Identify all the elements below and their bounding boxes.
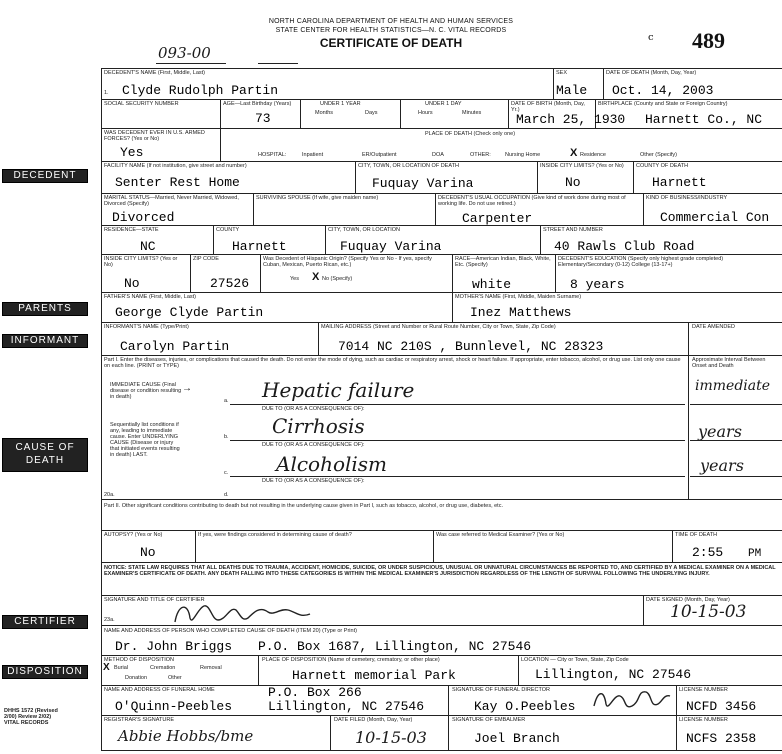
dob-label: DATE OF BIRTH (Month, Day, Yr.) [511, 101, 585, 113]
residence-city-value: Fuquay Varina [340, 239, 442, 254]
residence-state-value: NC [140, 239, 156, 254]
signature-title-label: SIGNATURE AND TITLE OF CERTIFIER [104, 597, 205, 603]
arrow-icon: → [182, 383, 192, 394]
certifier-address-value: P.O. Box 1687, Lillington, NC 27546 [258, 639, 532, 654]
mother-label: MOTHER'S NAME (First, Middle, Maiden Surname) [455, 294, 582, 300]
license2-value: NCFS 2358 [686, 731, 757, 746]
part1-instructions: Part I. Enter the diseases, injuries, or complications that caused the death. Do not enter the mode of dying, such as cardiac or respiratory arrest, shock or heart failure. If appropriate, enter tobacco, alcohol, or drug use. List only one cause on each line. (PRINT or TYPE) [104, 357, 681, 369]
residence-checkmark: X [570, 147, 578, 159]
funeral-director-value: Kay O.Peebles [474, 699, 576, 714]
certificate-number: 489 [692, 28, 725, 53]
birthplace-value: Harnett Co., NC [645, 112, 763, 127]
place-of-death-label: PLACE OF DEATH (Check only one) [425, 131, 516, 137]
inside-city-label: INSIDE CITY LIMITS? (Yes or No) [540, 163, 624, 169]
date-filed-label: DATE FILED (Month, Day, Year) [334, 717, 413, 723]
certifier-signature [170, 598, 340, 628]
days-label: Days [365, 110, 378, 116]
location-value: Lillington, NC 27546 [535, 667, 692, 682]
hispanic-no-option[interactable]: No (Specify) [322, 276, 353, 282]
interval-label: Approximate Interval Between Onset and Death [692, 357, 766, 369]
due-to-c-label: DUE TO (OR AS A CONSEQUENCE OF): [262, 442, 365, 448]
funeral-director-label: SIGNATURE OF FUNERAL DIRECTOR [452, 687, 550, 693]
funeral-home-name: O'Quinn-Peebles [115, 699, 233, 714]
county-of-death-label: COUNTY OF DEATH [636, 163, 689, 169]
residence-option[interactable]: Residence [580, 152, 606, 158]
cremation-option[interactable]: Cremation [150, 665, 176, 671]
cause-a-value: Hepatic failure [262, 378, 415, 402]
residence-state-label: RESIDENCE—STATE [104, 227, 159, 233]
informant-label: INFORMANT'S NAME (Type/Print) [104, 324, 189, 330]
res-inside-city-value: No [124, 276, 140, 291]
street-label: STREET AND NUMBER [543, 227, 603, 233]
cause-c-value: Alcoholism [276, 452, 388, 476]
registrar-label: REGISTRAR'S SIGNATURE [104, 717, 175, 723]
due-to-b-label: DUE TO (OR AS A CONSEQUENCE OF): [262, 406, 365, 412]
zip-label: ZIP CODE [193, 256, 219, 262]
license2-label: LICENSE NUMBER [679, 717, 728, 723]
birthplace-label: BIRTHPLACE (County and State or Foreign Country) [598, 101, 728, 107]
dob-value: March 25, 1930 [516, 112, 626, 127]
informant-value: Carolyn Partin [120, 339, 230, 354]
race-value: white [472, 277, 512, 292]
embalmer-label: SIGNATURE OF EMBALMER [452, 717, 526, 723]
registration-number: 093-00 [158, 44, 211, 62]
hours-label: Hours [418, 110, 433, 116]
education-value: 8 years [570, 277, 625, 292]
time-of-death-value: 2:55 [692, 545, 724, 560]
sequential-label: Sequentially list conditions if any, leading to immediate cause. Enter UNDERLYING CAUSE (Disease or injury that initiated events resulting in death) LAST. [110, 422, 180, 458]
business-value: Commercial Con [660, 210, 770, 225]
other-label: OTHER: [470, 152, 491, 158]
city-of-death-label: CITY, TOWN, OR LOCATION OF DEATH [358, 163, 459, 169]
other-disposition-option[interactable]: Other [168, 675, 182, 681]
hispanic-label: Was Decedent of Hispanic Origin? (Specify Yes or No - If yes, specify Cuban, Mexican, Puerto Rican, etc.) [263, 256, 432, 268]
license-value: NCFD 3456 [686, 699, 757, 714]
donation-option[interactable]: Donation [125, 675, 148, 681]
date-of-death-value: Oct. 14, 2003 [612, 83, 714, 98]
armed-forces-value: Yes [120, 145, 144, 160]
place-disposition-label: PLACE OF DISPOSITION (Name of cemetery, crematory, or other place) [262, 657, 440, 663]
city-of-death-value: Fuquay Varina [372, 176, 474, 191]
item-b: b. [224, 434, 229, 440]
marital-value: Divorced [112, 210, 175, 225]
date-amended-label: DATE AMENDED [692, 324, 735, 330]
zip-value: 27526 [210, 276, 250, 291]
director-signature [590, 686, 674, 714]
burial-checkmark: X [103, 662, 110, 673]
minutes-label: Minutes [462, 110, 482, 116]
er-outpatient-option[interactable]: ER/Outpatient [362, 152, 397, 158]
under-1-year-label: UNDER 1 YEAR [320, 101, 361, 107]
residence-county-label: COUNTY [216, 227, 240, 233]
sex-label: SEX [556, 70, 568, 76]
due-to-d-label: DUE TO (OR AS A CONSEQUENCE OF): [262, 478, 365, 484]
method-label: METHOD OF DISPOSITION [104, 657, 174, 663]
item-23a: 23a. [104, 617, 115, 623]
spouse-label: SURVIVING SPOUSE (If wife, give maiden name) [256, 195, 379, 201]
other-specify-option[interactable]: Other (Specify) [640, 152, 677, 158]
mailing-value: 7014 NC 210S , Bunnlevel, NC 28323 [338, 339, 604, 354]
agency-name: NORTH CAROLINA DEPARTMENT OF HEALTH AND HUMAN SERVICES [268, 18, 514, 25]
form-identifier: DHHS 1572 (Revised 2/00) Review 2/02) VITAL RECORDS [4, 708, 58, 726]
mailing-label: MAILING ADDRESS (Street and Number or Rural Route Number, City or Town, State, Zip Code) [321, 324, 556, 330]
doa-option[interactable]: DOA [432, 152, 444, 158]
cause-b-value: Cirrhosis [272, 414, 365, 438]
autopsy-value: No [140, 545, 156, 560]
education-label: DECEDENT'S EDUCATION (Specify only highest grade completed) Elementary/Secondary (0-12) College (13-17+) [558, 256, 724, 268]
immediate-cause-label: IMMEDIATE CAUSE (Final disease or condition resulting in death) [110, 382, 182, 400]
inside-city-value: No [565, 175, 581, 190]
section-informant: INFORMANT [2, 334, 88, 348]
item-1: 1. [104, 90, 109, 96]
registrar-signature: Abbie Hobbs/bme [118, 727, 254, 745]
section-cause-of-death: CAUSE OF DEATH [2, 438, 88, 472]
father-label: FATHER'S NAME (First, Middle, Last) [104, 294, 197, 300]
item-d: d. [224, 492, 229, 498]
inpatient-option[interactable]: Inpatient [302, 152, 324, 158]
notice-text: NOTICE: STATE LAW REQUIRES THAT ALL DEATHS DUE TO TRAUMA, ACCIDENT, HOMICIDE, SUICIDE, OR UNDER SUSPICIOUS, UNUSUAL OR UNNATURAL CIRCUMSTANCES BE REPORTED TO, AND CERTIFIED BY A MEDICAL EXAMINER ON A MEDICAL EXAMINER'S CERTIFICATE OF DEATH. ANY DEATH FALLING INTO THESE CATEGORIES IS WITHIN THE MEDICAL EXAMINER'S JURISDICTION REGARDLESS OF THE LENGTH OF SURVIVAL FOLLOWING THE UNDERLYING INJURY. [104, 565, 776, 577]
page-title: CERTIFICATE OF DEATH [319, 36, 463, 50]
item-a: a. [224, 398, 229, 404]
facility-label: FACILITY NAME (If not institution, give street and number) [104, 163, 247, 169]
race-label: RACE—American Indian, Black, White, Etc. (Specify) [455, 256, 551, 268]
section-decedent: DECEDENT [2, 169, 88, 183]
time-of-death-label: TIME OF DEATH [675, 532, 718, 538]
burial-option[interactable]: Burial [114, 665, 129, 671]
section-disposition: DISPOSITION [2, 665, 88, 679]
interval-a-value: immediate [695, 378, 771, 394]
res-inside-city-label: INSIDE CITY LIMITS? (Yes or No) [104, 256, 178, 268]
nursing-home-option[interactable]: Nursing Home [505, 152, 541, 158]
ssn-label: SOCIAL SECURITY NUMBER [104, 101, 179, 107]
date-filed-value: 10-15-03 [355, 728, 427, 747]
autopsy-label: AUTOPSY? (Yes or No) [104, 532, 163, 538]
county-of-death-value: Harnett [652, 175, 707, 190]
date-signed-value: 10-15-03 [670, 602, 747, 622]
corner-mark: ᶜ [648, 30, 654, 49]
date-of-death-label: DATE OF DEATH (Month, Day, Year) [606, 70, 697, 76]
license-label: LICENSE NUMBER [679, 687, 728, 693]
location-label: LOCATION — City or Town, State, Zip Code [521, 657, 629, 663]
ampm-value: PM [748, 548, 762, 560]
funeral-home-label: NAME AND ADDRESS OF FUNERAL HOME [104, 687, 215, 693]
certifier-name-value: Dr. John Briggs [115, 639, 233, 654]
me-referred-label: Was case referred to Medical Examiner? (Yes or No) [436, 532, 565, 538]
interval-c-value: years [700, 456, 744, 475]
occupation-label: DECEDENT'S USUAL OCCUPATION (Give kind of work done during most of working life. Do not use retired.) [438, 195, 626, 207]
interval-b-value: years [698, 422, 742, 441]
months-label: Months [315, 110, 334, 116]
embalmer-value: Joel Branch [474, 731, 560, 746]
residence-city-label: CITY, TOWN, OR LOCATION [328, 227, 401, 233]
business-label: KIND OF BUSINESS/INDUSTRY [646, 195, 728, 201]
mother-value: Inez Matthews [470, 305, 572, 320]
hispanic-no-checkmark: X [312, 271, 320, 283]
occupation-value: Carpenter [462, 211, 533, 226]
section-parents: PARENTS [2, 302, 88, 316]
funeral-home-address2: Lillington, NC 27546 [268, 699, 425, 714]
place-disposition-value: Harnett memorial Park [292, 668, 456, 683]
item-c: c. [224, 470, 229, 476]
father-value: George Clyde Partin [115, 305, 264, 320]
under-1-day-label: UNDER 1 DAY [425, 101, 462, 107]
hospital-label: HOSPITAL: [258, 152, 287, 158]
facility-value: Senter Rest Home [115, 175, 240, 190]
center-name: STATE CENTER FOR HEALTH STATISTICS—N. C. VITAL RECORDS [275, 27, 507, 34]
part2-instructions: Part II. Other significant conditions contributing to death but not resulting in the underlying cause given in Part I, such as tobacco, alcohol, or drug use, diabetes, etc. [104, 503, 503, 509]
date-signed-label: DATE SIGNED (Month, Day, Year) [646, 597, 730, 603]
armed-forces-label: WAS DECEDENT EVER IN U.S. ARMED FORCES? (Yes or No) [104, 130, 205, 142]
decedent-name: Clyde Rudolph Partin [122, 83, 279, 98]
funeral-home-address1: P.O. Box 266 [268, 685, 362, 700]
item-20a: 20a. [104, 492, 115, 498]
age-value: 73 [255, 111, 271, 126]
residence-county-value: Harnett [232, 239, 287, 254]
sex-value: Male [556, 83, 588, 98]
name-label: DECEDENT'S NAME (First, Middle, Last) [104, 70, 205, 76]
findings-label: If yes, were findings considered in determining cause of death? [198, 532, 352, 538]
certifier-name-label: NAME AND ADDRESS OF PERSON WHO COMPLETED CAUSE OF DEATH (ITEM 20) (Type or Print) [104, 628, 357, 634]
street-value: 40 Rawls Club Road [554, 239, 695, 254]
marital-label: MARITAL STATUS—Married, Never Married, Widowed, Divorced (Specify) [104, 195, 239, 207]
removal-option[interactable]: Removal [200, 665, 222, 671]
section-certifier: CERTIFIER [2, 615, 88, 629]
hispanic-yes-option[interactable]: Yes [290, 276, 299, 282]
age-label: AGE—Last Birthday (Years) [223, 101, 292, 107]
